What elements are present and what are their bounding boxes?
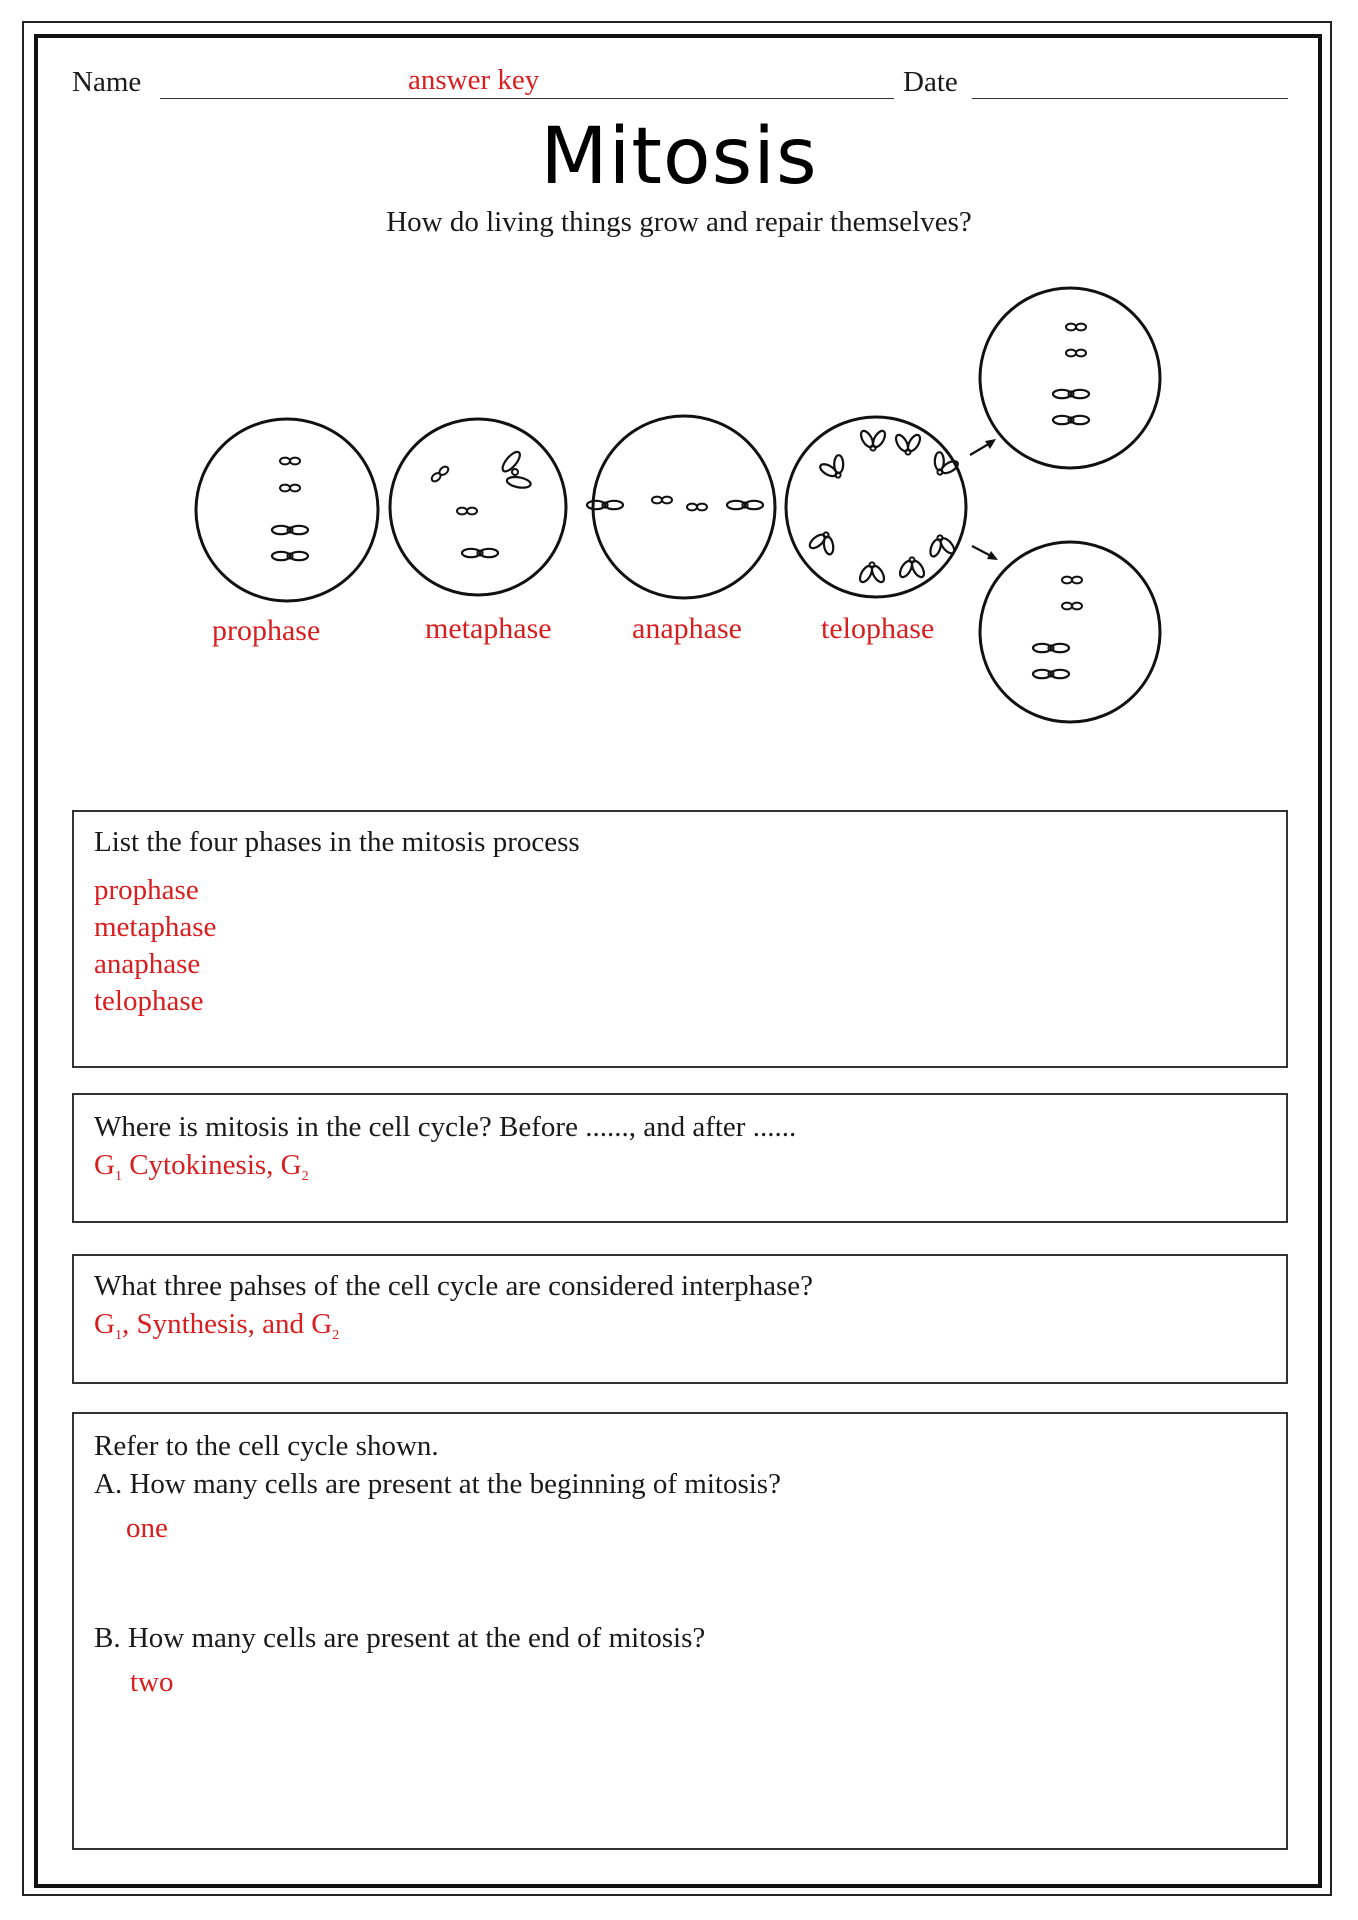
q1-answer-4: telophase [94, 985, 204, 1017]
q2-question: Where is mitosis in the cell cycle? Before ......, and after ...... [94, 1111, 797, 1143]
date-label: Date [903, 66, 958, 98]
question-box-cell-count [72, 1412, 1288, 1850]
page-title: Mitosis [540, 112, 818, 202]
telophase-cell [786, 417, 966, 597]
q4a-question: A. How many cells are present at the beginning of mitosis? [94, 1468, 781, 1500]
q1-answer-1: prophase [94, 874, 199, 906]
q4b-question: B. How many cells are present at the end of mitosis? [94, 1622, 706, 1654]
q3-question: What three pahses of the cell cycle are considered interphase? [94, 1270, 813, 1302]
question-box-cell-cycle [72, 1093, 1288, 1223]
prophase-cell [196, 419, 378, 601]
label-anaphase: anaphase [632, 612, 742, 645]
division-arrows [970, 439, 998, 560]
q4a-answer: one [126, 1512, 168, 1544]
q1-answer-2: metaphase [94, 911, 217, 943]
q4-intro: Refer to the cell cycle shown. [94, 1430, 439, 1462]
daughter-cell-bottom [980, 542, 1160, 722]
q3-answer: $G_1$, Synthesis, and $G_2$ [94, 1308, 340, 1343]
q4b-answer: two [130, 1666, 174, 1698]
label-telophase: telophase [821, 612, 935, 645]
page-subtitle: How do living things grow and repair themselves? [386, 206, 972, 238]
mitosis-diagram [0, 0, 1358, 760]
question-box-phases [72, 810, 1288, 1068]
anaphase-cell [587, 416, 775, 598]
label-prophase: prophase [212, 614, 321, 647]
q1-answer-3: anaphase [94, 948, 201, 980]
q2-answer: $G_1$ Cytokinesis, $G_2$ [94, 1149, 309, 1184]
daughter-cell-top [980, 288, 1160, 468]
metaphase-cell [390, 419, 566, 595]
label-metaphase: metaphase [425, 612, 552, 645]
q1-question: List the four phases in the mitosis process [94, 826, 580, 858]
name-label: Name [72, 66, 142, 98]
question-box-interphase [72, 1254, 1288, 1384]
name-answer: answer key [408, 64, 540, 96]
